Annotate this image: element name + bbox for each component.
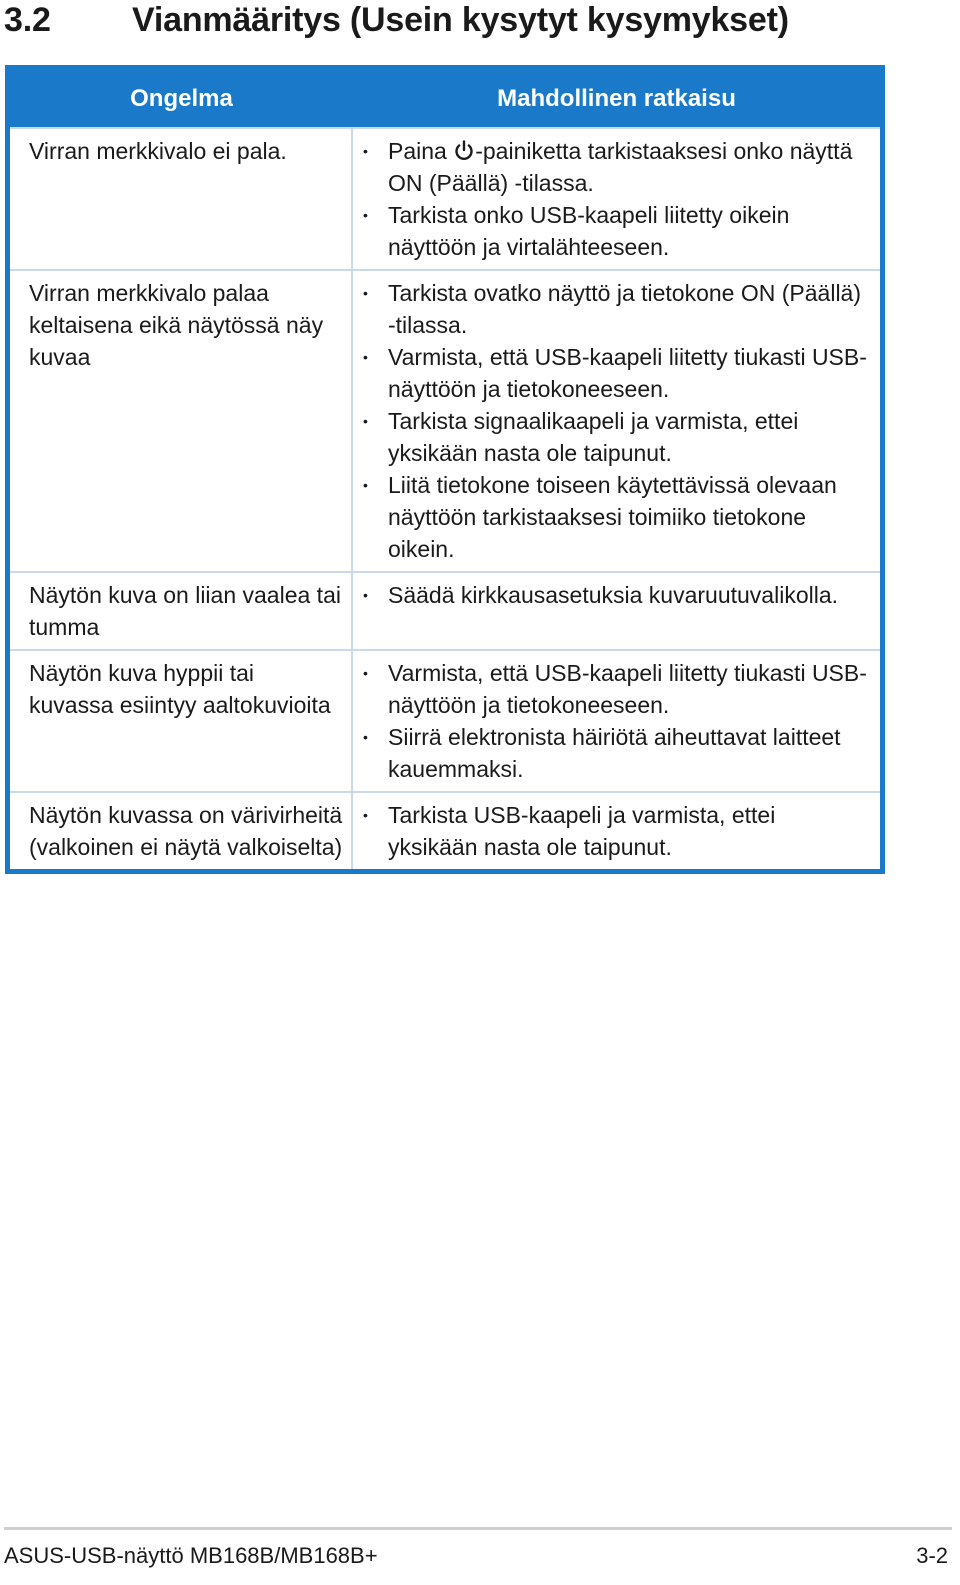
solution-text: Paina xyxy=(388,138,454,164)
solution-item: • Liitä tietokone toiseen käytettävissä olevaan näyttöön tarkistaaksesi toimiiko tietokone oikein. xyxy=(353,469,870,565)
column-header-problem: Ongelma xyxy=(130,84,233,112)
solution-cell xyxy=(353,271,880,571)
faq-row xyxy=(10,649,880,791)
page-heading xyxy=(4,0,789,40)
faq-table xyxy=(5,65,885,874)
solution-item: • Varmista, että USB-kaapeli liitetty tiukasti USB-näyttöön ja tietokoneeseen. xyxy=(353,657,870,721)
solution-cell xyxy=(353,793,880,869)
solution-cell xyxy=(353,651,880,791)
footer-product-name: ASUS-USB-näyttö MB168B/MB168B+ xyxy=(4,1543,378,1568)
faq-row xyxy=(10,127,880,269)
problem-cell: Virran merkkivalo palaa keltaisena eikä näytössä näy kuvaa xyxy=(10,271,353,571)
faq-row xyxy=(10,269,880,571)
problem-cell: Virran merkkivalo ei pala. xyxy=(10,129,353,269)
solution-item: • Tarkista onko USB-kaapeli liitetty oikein näyttöön ja virtalähteeseen. xyxy=(353,199,870,263)
column-header-solution: Mahdollinen ratkaisu xyxy=(497,84,736,112)
solution-cell xyxy=(353,129,880,269)
section-number: 3.2 xyxy=(4,0,51,39)
problem-cell: Näytön kuva on liian vaalea tai tumma xyxy=(10,573,353,649)
solution-item: • Säädä kirkkausasetuksia kuvaruutuvalikolla. xyxy=(353,579,870,611)
solution-item: • Tarkista ovatko näyttö ja tietokone ON (Päällä) -tilassa. xyxy=(353,277,870,341)
solution-item: • Tarkista signaalikaapeli ja varmista, ettei yksikään nasta ole taipunut. xyxy=(353,405,870,469)
solution-list xyxy=(353,277,870,565)
solution-cell xyxy=(353,573,880,649)
problem-cell: Näytön kuvassa on värivirheitä (valkoinen ei näytä valkoiselta) xyxy=(10,793,353,869)
faq-row xyxy=(10,791,880,869)
faq-table-header xyxy=(10,70,880,127)
footer-divider xyxy=(4,1527,952,1530)
solution-list xyxy=(353,579,870,611)
problem-cell: Näytön kuva hyppii tai kuvassa esiintyy aaltokuvioita xyxy=(10,651,353,791)
faq-row xyxy=(10,571,880,649)
solution-text: -painiketta tarkistaaksesi onko näyttä ON (Päällä) -tilassa. xyxy=(388,138,853,196)
solution-item: • Tarkista USB-kaapeli ja varmista, ettei yksikään nasta ole taipunut. xyxy=(353,799,870,863)
solution-list xyxy=(353,135,870,263)
solution-item: • Siirrä elektronista häiriötä aiheuttavat laitteet kauemmaksi. xyxy=(353,721,870,785)
footer-page-number: 3-2 xyxy=(916,1543,948,1568)
power-icon xyxy=(454,140,474,162)
solution-item xyxy=(353,135,870,199)
solution-list xyxy=(353,657,870,785)
solution-item: • Varmista, että USB-kaapeli liitetty tiukasti USB-näyttöön ja tietokoneeseen. xyxy=(353,341,870,405)
section-title: Vianmääritys (Usein kysytyt kysymykset) xyxy=(132,0,789,39)
solution-list xyxy=(353,799,870,863)
